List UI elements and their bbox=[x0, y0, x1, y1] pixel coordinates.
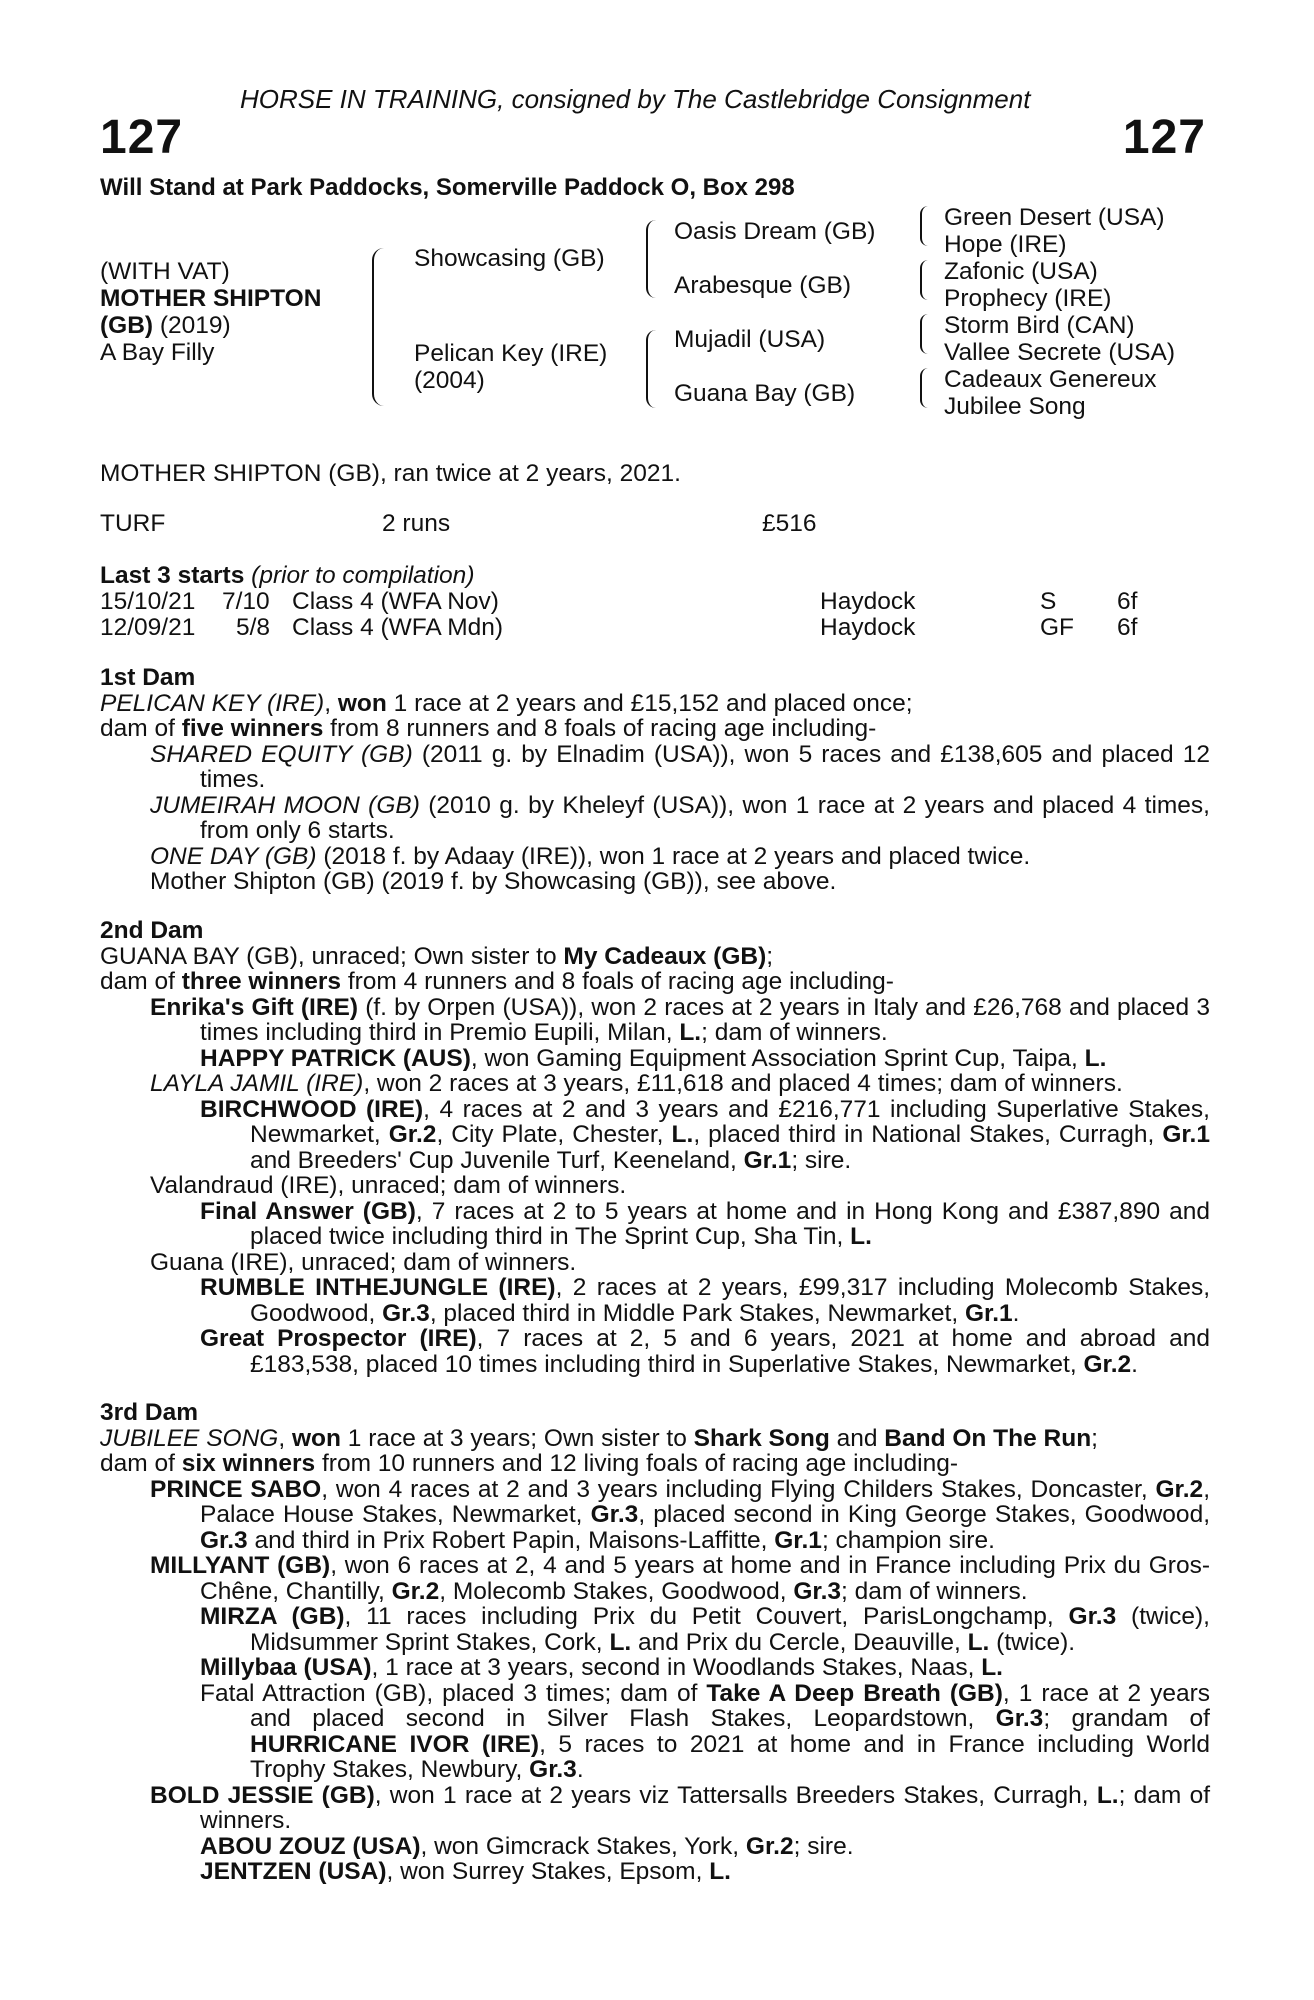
third-dam-line1 bbox=[100, 1426, 1210, 1452]
race-grade: L. bbox=[709, 1858, 731, 1885]
text: , 11 races including Prix du Petit Couvert, ParisLongchamp, bbox=[344, 1603, 1069, 1630]
record-surface: TURF bbox=[100, 510, 166, 537]
text: GUANA BAY (GB), unraced; Own sister to bbox=[100, 942, 564, 970]
progeny-record: (2018 f. by Adaay (IRE)), won 1 race at 2 years and placed twice. bbox=[316, 842, 1031, 870]
winners-count: three winners bbox=[181, 968, 342, 995]
text: 1 race at 3 years; Own sister to bbox=[340, 1424, 694, 1452]
progeny-entry bbox=[100, 844, 1210, 870]
text: , placed third in Middle Park Stakes, Newmarket, bbox=[429, 1299, 965, 1327]
horse-origin-year bbox=[100, 312, 231, 339]
progeny-name: JENTZEN (USA) bbox=[200, 1858, 387, 1885]
progeny-entry bbox=[100, 869, 1210, 895]
progeny-name: JUMEIRAH MOON (GB) bbox=[150, 791, 420, 819]
ped-sdd: Prophecy (IRE) bbox=[944, 285, 1112, 312]
text: , 7 races at 2 to 5 years at home and in Hong Kong and £387,890 and placed twice including third in The Sprint Cup, Sha Tin, bbox=[250, 1197, 1210, 1250]
text: , won 2 races at 3 years, £11,618 and placed 4 times; dam of winners. bbox=[363, 1070, 1123, 1097]
progeny-entry bbox=[100, 742, 1210, 793]
second-dam-section bbox=[100, 918, 1210, 1377]
brace-sd bbox=[920, 260, 930, 300]
race-grade: L. bbox=[609, 1628, 632, 1656]
race-grade: L. bbox=[967, 1628, 990, 1656]
text: , placed third in National Stakes, Curragh, bbox=[693, 1121, 1163, 1148]
text: dam of bbox=[100, 715, 182, 742]
text: ; champion sire. bbox=[821, 1526, 995, 1554]
horse-name: MOTHER SHIPTON bbox=[100, 285, 322, 312]
progeny-entry bbox=[100, 1859, 1210, 1885]
progeny-name: Enrika's Gift (IRE) bbox=[150, 993, 359, 1021]
race-grade: Gr.2 bbox=[745, 1832, 794, 1860]
race-grade: L. bbox=[1096, 1781, 1119, 1809]
race-grade: L. bbox=[850, 1223, 872, 1250]
text: dam of bbox=[100, 968, 182, 995]
progeny-entry bbox=[100, 1199, 1210, 1250]
text: ; dam of winners. bbox=[841, 1577, 1028, 1605]
text: , won 6 races at 2, 4 and 5 years at home and in France including Prix du Gros-Chêne, Chantilly, bbox=[200, 1552, 1210, 1605]
second-dam-line1 bbox=[100, 944, 1210, 970]
start-race: Class 4 (WFA Nov) bbox=[292, 588, 499, 615]
text: , won Gaming Equipment Association Sprint Cup, Taipa, bbox=[470, 1044, 1085, 1072]
start-distance: 6f bbox=[1117, 588, 1138, 615]
text: from 4 runners and 8 foals of racing age including- bbox=[341, 968, 894, 995]
dam-sire: Mujadil (USA) bbox=[674, 326, 826, 353]
progeny-name: BOLD JESSIE (GB) bbox=[150, 1781, 375, 1809]
progeny-entry bbox=[100, 1275, 1210, 1326]
text: 1 race at 2 years and £15,152 and placed once; bbox=[386, 689, 913, 717]
start-course: Haydock bbox=[820, 588, 916, 615]
start-going: GF bbox=[1040, 614, 1075, 641]
start-date: 12/09/21 bbox=[100, 614, 196, 641]
lot-number-right: 127 bbox=[1122, 111, 1206, 164]
progeny-name: Final Answer (GB) bbox=[200, 1197, 416, 1225]
race-grade: L. bbox=[981, 1654, 1003, 1681]
sibling-name: Band On The Run bbox=[884, 1424, 1092, 1452]
progeny-name: MILLYANT (GB) bbox=[150, 1552, 331, 1579]
progeny-entry bbox=[100, 1553, 1210, 1604]
text: , 4 races at 2 and 3 years and £216,771 including Superlative Stakes, Newmarket, bbox=[250, 1095, 1210, 1148]
text: dam of bbox=[100, 1450, 182, 1477]
last-starts-heading bbox=[100, 563, 474, 589]
text: Guana (IRE), unraced; dam of winners. bbox=[150, 1248, 577, 1276]
third-dam-section bbox=[100, 1400, 1210, 1885]
text: ; bbox=[1091, 1424, 1098, 1452]
text: (f. by Orpen (USA)), won 2 races at 2 years in Italy and £26,768 and placed 3 times including third in Premio Eupili, Milan, bbox=[200, 993, 1210, 1046]
ped-dsd: Vallee Secrete (USA) bbox=[944, 339, 1176, 366]
progeny-entry bbox=[100, 1477, 1210, 1554]
text: , City Plate, Chester, bbox=[436, 1121, 672, 1148]
start-distance: 6f bbox=[1117, 614, 1138, 641]
ped-ddd: Jubilee Song bbox=[944, 393, 1086, 420]
sibling-name: Shark Song bbox=[693, 1424, 830, 1452]
record-runs: 2 runs bbox=[382, 510, 451, 537]
start-race: Class 4 (WFA Mdn) bbox=[292, 614, 504, 641]
text: from 10 runners and 12 living foals of racing age including- bbox=[315, 1450, 958, 1477]
brace-main bbox=[372, 248, 386, 406]
text: . bbox=[576, 1756, 584, 1783]
text: Fatal Attraction (GB), placed 3 times; dam of bbox=[200, 1679, 707, 1707]
text: ; bbox=[766, 942, 774, 970]
progeny-name: RUMBLE INTHEJUNGLE (IRE) bbox=[200, 1274, 556, 1301]
dam-name: Pelican Key (IRE) bbox=[414, 340, 608, 367]
progeny-entry bbox=[100, 1046, 1210, 1072]
progeny-name: SHARED EQUITY (GB) bbox=[150, 740, 413, 768]
last-starts-note: (prior to compilation) bbox=[251, 562, 475, 589]
race-grade: Gr.2 bbox=[1155, 1475, 1204, 1503]
race-grade: Gr.2 bbox=[1083, 1350, 1132, 1378]
progeny-name: ONE DAY (GB) bbox=[150, 842, 317, 870]
dam-name: JUBILEE SONG bbox=[100, 1424, 279, 1452]
text: . bbox=[1012, 1299, 1020, 1327]
text: , bbox=[324, 689, 338, 717]
ped-ssd: Hope (IRE) bbox=[944, 231, 1067, 258]
progeny-name: Take A Deep Breath (GB) bbox=[706, 1679, 1003, 1707]
text: Valandraud (IRE), unraced; dam of winners. bbox=[150, 1172, 627, 1199]
text: , 2 races at 2 years, £99,317 including Molecomb Stakes, Goodwood, bbox=[250, 1274, 1210, 1327]
progeny-entry bbox=[100, 1097, 1210, 1174]
race-grade: L. bbox=[671, 1121, 694, 1148]
text: , won Surrey Stakes, Epsom, bbox=[386, 1858, 710, 1885]
start-course: Haydock bbox=[820, 614, 916, 641]
race-grade: L. bbox=[1084, 1044, 1107, 1072]
sibling-name: My Cadeaux (GB) bbox=[563, 942, 767, 970]
text: , 1 race at 2 years and placed second in Silver Flash Stakes, Leopardstown, bbox=[250, 1679, 1210, 1732]
progeny-name: HURRICANE IVOR (IRE) bbox=[250, 1730, 540, 1758]
progeny-record: (2011 g. by Elnadim (USA)), won 5 races and £138,605 and placed 12 times. bbox=[200, 740, 1210, 793]
progeny-entry bbox=[100, 1681, 1210, 1783]
text: (twice), Midsummer Sprint Stakes, Cork, bbox=[250, 1603, 1210, 1656]
progeny-record: Mother Shipton (GB) (2019 f. by Showcasing (GB)), see above. bbox=[150, 868, 837, 895]
record-earnings: £516 bbox=[762, 510, 817, 537]
race-grade: Gr.2 bbox=[391, 1577, 440, 1605]
race-grade: Gr.1 bbox=[1162, 1121, 1210, 1148]
text: , 7 races at 2, 5 and 6 years, 2021 at home and abroad and £183,538, placed 10 times including third in Superlative Stakes, Newmarket, bbox=[250, 1325, 1210, 1378]
first-dam-title: 1st Dam bbox=[100, 664, 196, 691]
text: , won 1 race at 2 years viz Tattersalls Breeders Stakes, Curragh, bbox=[374, 1781, 1097, 1809]
text: and third in Prix Robert Papin, Maisons-Laffitte, bbox=[247, 1526, 775, 1554]
progeny-name: MIRZA (GB) bbox=[200, 1603, 345, 1630]
text: , placed second in King George Stakes, Goodwood, bbox=[638, 1501, 1210, 1528]
winners-count: six winners bbox=[181, 1450, 316, 1477]
start-position: 5/8 bbox=[236, 614, 271, 641]
dam-dam: Guana Bay (GB) bbox=[674, 380, 856, 407]
text: ; sire. bbox=[793, 1832, 854, 1860]
text: from 8 runners and 8 foals of racing age including- bbox=[323, 715, 877, 742]
progeny-entry bbox=[100, 1604, 1210, 1655]
text: , Molecomb Stakes, Goodwood, bbox=[439, 1577, 794, 1605]
horse-description: A Bay Filly bbox=[100, 339, 215, 366]
sire: Showcasing (GB) bbox=[414, 245, 605, 272]
stand-location: Will Stand at Park Paddocks, Somerville Paddock O, Box 298 bbox=[100, 174, 795, 201]
text: and bbox=[829, 1424, 885, 1452]
ped-dds: Cadeaux Genereux bbox=[944, 366, 1157, 393]
race-grade: Gr.3 bbox=[995, 1705, 1044, 1732]
brace-ss bbox=[920, 206, 930, 246]
text: , won Gimcrack Stakes, York, bbox=[420, 1832, 746, 1860]
progeny-name: Millybaa (USA) bbox=[200, 1654, 372, 1681]
vat-label: (WITH VAT) bbox=[100, 258, 230, 285]
start-going: S bbox=[1040, 588, 1057, 615]
race-summary: MOTHER SHIPTON (GB), ran twice at 2 years, 2021. bbox=[100, 460, 681, 487]
first-dam-line1 bbox=[100, 691, 1210, 717]
text: . bbox=[1131, 1350, 1138, 1378]
race-grade: Gr.1 bbox=[774, 1526, 822, 1554]
text: ; dam of winners. bbox=[701, 1019, 888, 1046]
lot-number-left: 127 bbox=[100, 111, 184, 164]
race-grade: Gr.3 bbox=[793, 1577, 842, 1605]
sire-sire: Oasis Dream (GB) bbox=[674, 218, 876, 245]
won-label: won bbox=[337, 689, 387, 717]
third-dam-line2 bbox=[100, 1451, 1210, 1477]
sire-dam: Arabesque (GB) bbox=[674, 272, 852, 299]
progeny-name: HAPPY PATRICK (AUS) bbox=[200, 1044, 471, 1072]
progeny-entry bbox=[100, 1250, 1210, 1276]
progeny-record: (2010 g. by Kheleyf (USA)), won 1 race at 2 years and placed 4 times, from only 6 starts. bbox=[200, 791, 1210, 844]
first-dam-line2 bbox=[100, 716, 1210, 742]
last-starts-title: Last 3 starts bbox=[100, 562, 245, 589]
text: ; dam of winners. bbox=[200, 1781, 1210, 1834]
third-dam-title: 3rd Dam bbox=[100, 1399, 199, 1426]
text: , won 4 races at 2 and 3 years including Flying Childers Stakes, Doncaster, bbox=[321, 1475, 1156, 1503]
race-grade: Gr.1 bbox=[964, 1299, 1013, 1327]
text: , Palace House Stakes, Newmarket, bbox=[200, 1475, 1210, 1528]
progeny-entry bbox=[100, 1071, 1210, 1097]
dam-year: (2004) bbox=[414, 367, 485, 394]
race-grade: Gr.3 bbox=[382, 1299, 430, 1327]
race-grade: Gr.3 bbox=[200, 1526, 248, 1554]
text: , 5 races to 2021 at home and in France including World Trophy Stakes, Newbury, bbox=[250, 1730, 1210, 1783]
progeny-entry bbox=[100, 1834, 1210, 1860]
race-grade: L. bbox=[679, 1019, 702, 1046]
progeny-entry bbox=[100, 1326, 1210, 1377]
text: , bbox=[278, 1424, 292, 1452]
first-dam-section bbox=[100, 665, 1210, 895]
progeny-entry bbox=[100, 995, 1210, 1046]
race-grade: Gr.2 bbox=[388, 1121, 437, 1148]
race-grade: Gr.1 bbox=[743, 1146, 792, 1174]
progeny-name: Great Prospector (IRE) bbox=[200, 1325, 477, 1352]
race-grade: Gr.3 bbox=[1068, 1603, 1117, 1630]
brace-dam bbox=[646, 330, 658, 408]
progeny-entry bbox=[100, 1783, 1210, 1834]
text: and Prix du Cercle, Deauville, bbox=[631, 1628, 968, 1656]
text: ; sire. bbox=[791, 1146, 852, 1174]
start-date: 15/10/21 bbox=[100, 588, 196, 615]
progeny-entry bbox=[100, 1655, 1210, 1681]
second-dam-line2 bbox=[100, 969, 1210, 995]
progeny-name: PRINCE SABO bbox=[150, 1475, 322, 1503]
consignment-header: HORSE IN TRAINING, consigned by The Castlebridge Consignment bbox=[240, 84, 1031, 114]
horse-year: (2019) bbox=[153, 312, 231, 339]
progeny-entry bbox=[100, 1173, 1210, 1199]
text: and Breeders' Cup Juvenile Turf, Keeneland, bbox=[250, 1146, 744, 1174]
text: , 1 race at 3 years, second in Woodlands Stakes, Naas, bbox=[371, 1654, 982, 1681]
horse-country: (GB) bbox=[100, 312, 154, 339]
ped-sds: Zafonic (USA) bbox=[944, 258, 1098, 285]
ped-sss: Green Desert (USA) bbox=[944, 204, 1165, 231]
progeny-name: BIRCHWOOD (IRE) bbox=[200, 1095, 424, 1123]
race-grade: Gr.3 bbox=[590, 1501, 639, 1528]
race-grade: Gr.3 bbox=[529, 1756, 577, 1783]
brace-dd bbox=[920, 368, 930, 408]
text: ; grandam of bbox=[1043, 1705, 1210, 1732]
brace-ds bbox=[920, 314, 930, 354]
text: (twice). bbox=[989, 1628, 1076, 1656]
progeny-name: LAYLA JAMIL (IRE) bbox=[150, 1070, 364, 1097]
won-label: won bbox=[291, 1424, 341, 1452]
start-position: 7/10 bbox=[222, 588, 270, 615]
progeny-entry bbox=[100, 793, 1210, 844]
dam-name: PELICAN KEY (IRE) bbox=[100, 689, 325, 717]
progeny-name: ABOU ZOUZ (USA) bbox=[200, 1832, 421, 1860]
brace-sire bbox=[646, 220, 658, 298]
second-dam-title: 2nd Dam bbox=[100, 917, 204, 944]
ped-dss: Storm Bird (CAN) bbox=[944, 312, 1135, 339]
winners-count: five winners bbox=[181, 715, 324, 742]
